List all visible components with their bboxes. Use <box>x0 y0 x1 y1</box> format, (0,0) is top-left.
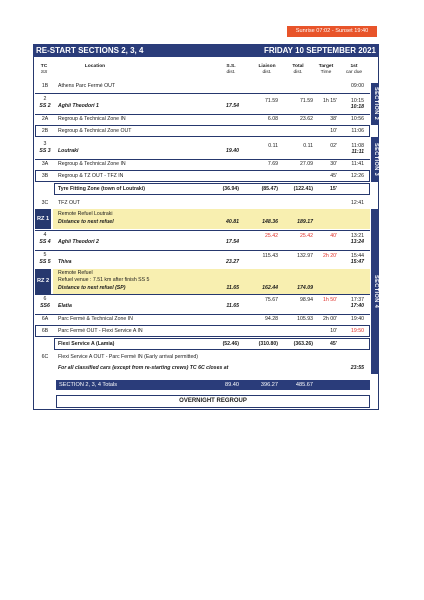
divider <box>35 314 370 315</box>
header-target: Target Time <box>318 64 334 75</box>
header-liaison: Liaison dist. <box>258 64 276 75</box>
section-4-label: SECTION 4 <box>371 209 379 374</box>
table-row: Flexi Service A (Lamia) (52.46) (310.80) (363.26) 45' <box>58 341 337 347</box>
header-first-car: 1st car due <box>345 64 363 75</box>
overnight-regroup: OVERNIGHT REGROUP <box>56 395 370 408</box>
totals-ss: 89.40 <box>225 382 239 388</box>
table-row: 3 SS 3 0.11 0.11 02' 11:08 Loutraki 19.40 11:11 <box>39 141 364 155</box>
rz-badge: RZ 1 <box>35 209 51 229</box>
divider <box>35 159 370 160</box>
divider <box>35 93 370 94</box>
table-row: 3C TFZ OUT 12:41 <box>41 200 364 206</box>
table-row: 2A Regroup & Technical Zone IN 6.08 23.62 38' 10:56 <box>41 116 364 122</box>
table-row: Tyre Fitting Zone (town of Loutraki) (36.94) (85.47) (122.41) 15' <box>58 186 337 192</box>
title-sections: RE-START SECTIONS 2, 3, 4 <box>36 46 144 55</box>
table-row: 6B Parc Fermé OUT - Flexi Service A IN 10' 19:50 <box>41 328 364 334</box>
header-ss-dist: S.S. dist. <box>226 64 236 75</box>
table-row: Remote Refuel Refuel venue : 7.51 km after finish SS 5 Distance to next refuel (SP) 11.65 162.44 174.09 <box>58 270 313 291</box>
section-3-label: SECTION 3 <box>371 137 379 182</box>
section-2-label: SECTION 2 <box>371 83 379 125</box>
divider <box>35 294 370 295</box>
table-row: 1B Athens Parc Fermé OUT 09:00 <box>41 83 364 89</box>
totals-total: 485.67 <box>295 382 313 388</box>
table-row: 3B Regroup & TZ OUT - TFZ IN 45' 12:26 <box>41 173 364 179</box>
totals-liaison: 396.27 <box>260 382 278 388</box>
header-tc: TC SS <box>40 64 48 75</box>
divider <box>35 114 370 115</box>
table-row: 2B Regroup & Technical Zone OUT 10' 11:06 <box>41 128 364 134</box>
sunrise-sunset-badge: Sunrise 07:02 - Sunset 19:40 <box>287 26 377 37</box>
table-row: Remote Refuel Loutraki Distance to next refuel 40.81 148.36 189.17 <box>58 211 313 225</box>
header-total: Total dist. <box>292 64 304 75</box>
table-row: 6C Flexi Service A OUT - Parc Fermé IN (Early arrival permitted) For all classified cars (except from re-starting crews) TC 6C closes at 23:55 <box>41 354 364 371</box>
header-location: Location <box>84 64 106 69</box>
table-row: 6 SS6 75.67 98.94 1h 50' 17:37 Elatia 11.65 17:40 <box>40 296 364 309</box>
title-date: FRIDAY 10 SEPTEMBER 2021 <box>263 46 376 55</box>
title-bar <box>33 44 379 57</box>
table-row: 4 SS 4 25.42 25.42 40' 13:21 Aghii Theodori 2 17.54 13:24 <box>39 232 364 245</box>
divider <box>35 230 370 231</box>
divider <box>35 250 370 251</box>
section-totals-bar <box>56 380 370 390</box>
table-row: 5 SS 5 115.43 132.97 2h 20' 15:44 Thiva 23.27 15:47 <box>39 252 364 265</box>
rz-badge: RZ 2 <box>35 269 51 294</box>
table-row: 6A Parc Fermé & Technical Zone IN 94.28 105.93 2h 00' 19:40 <box>41 316 364 322</box>
table-row: 3A Regroup & Technical Zone IN 7.69 27.09 30' 11:41 <box>41 161 364 167</box>
table-row: 2 SS 2 71.59 71.59 1h 15' 10:15 Aghii Theodori 1 17.54 10:18 <box>39 96 364 110</box>
totals-label: SECTION 2, 3, 4 Totals <box>59 382 118 388</box>
